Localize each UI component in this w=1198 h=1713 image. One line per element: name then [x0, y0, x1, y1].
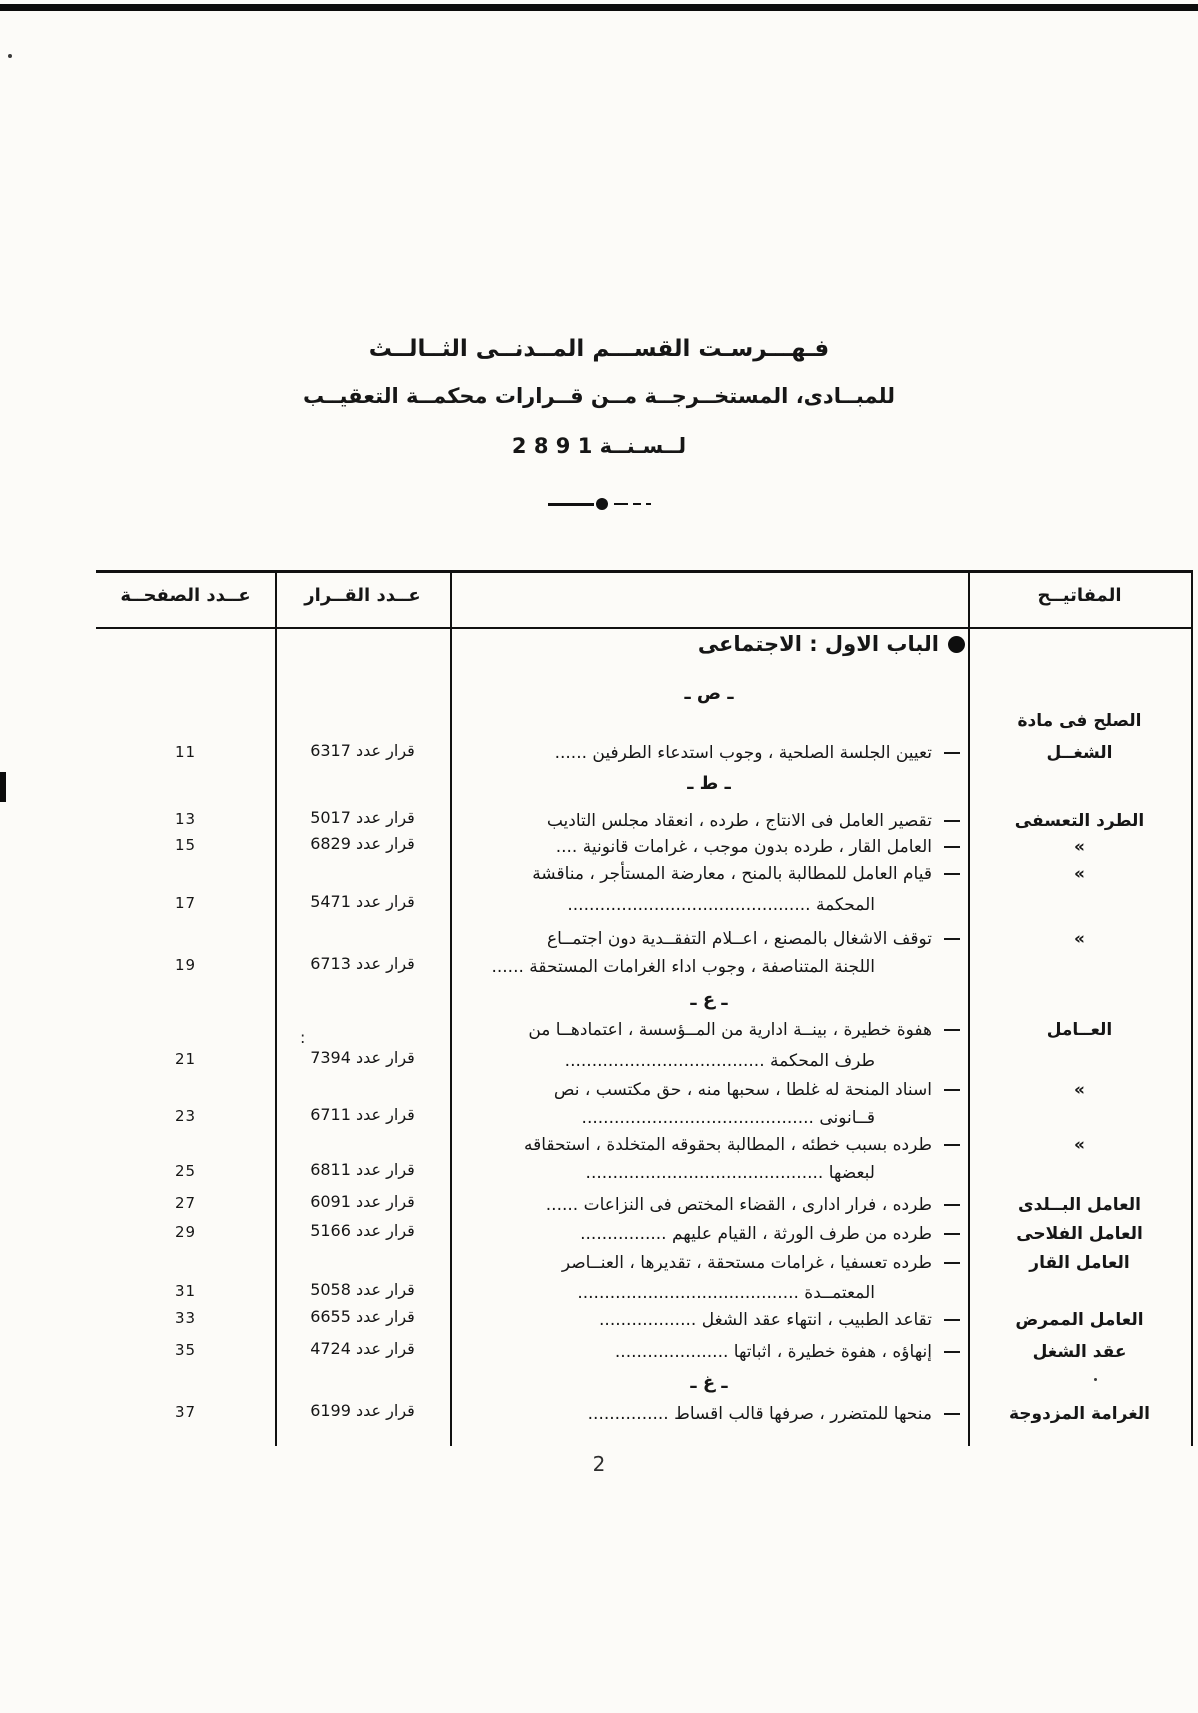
- entry-decision-number: قرار عدد 7394: [310, 1048, 415, 1067]
- entry-dash-icon: [944, 846, 960, 848]
- entry-content-line: طرده بسبب خطئه ، المطالبة بحقوقه المتخلدة ، استحقاقه: [456, 1132, 960, 1158]
- entry-key: »: [1074, 929, 1085, 949]
- letter-heading: ـ ط ـ: [687, 773, 731, 794]
- entry-decision-number: قرار عدد 5017: [310, 808, 415, 827]
- entry-key: العامل الفلاحى: [1016, 1224, 1143, 1244]
- letter-heading: ـ غ ـ: [690, 1372, 728, 1393]
- entry-decision-number: قرار عدد 6711: [310, 1105, 415, 1124]
- entry-content-line: طرده من طرف الورثة ، القيام عليهم ................: [456, 1221, 960, 1247]
- entry-content-line: العامل القار ، طرده بدون موجب ، غرامات قانونية ....: [456, 834, 960, 860]
- entry-dash-icon: [944, 820, 960, 822]
- footer-page-number: 2: [592, 1452, 606, 1476]
- entry-dash-icon: [944, 1144, 960, 1146]
- entry-key: العامل الممرض: [1015, 1310, 1144, 1330]
- column-header-decision-number: عــدد القــرار: [304, 585, 421, 606]
- entry-content-line: منحها للمتضرر ، صرفها قالب اقساط ...............: [456, 1401, 960, 1427]
- section-heading: الباب الاول : الاجتماعى: [698, 632, 965, 656]
- entry-content-line: إنهاؤه ، هفوة خطيرة ، اثباتها .....................: [456, 1339, 960, 1365]
- entry-key: العامل البــلدى: [1018, 1195, 1141, 1215]
- section-bullet-icon: [948, 636, 965, 653]
- entry-decision-number: قرار عدد 5058: [310, 1280, 415, 1299]
- entry-decision-number: قرار عدد 5166: [310, 1221, 415, 1240]
- column-header-page-number: عــدد الصفحــة: [120, 585, 251, 606]
- entry-key: الصلح فى مادة: [1017, 711, 1142, 731]
- entry-content-line: تقاعد الطبيب ، انتهاء عقد الشغل ..................: [456, 1307, 960, 1333]
- entry-dash-icon: [944, 873, 960, 875]
- entry-dash-icon: [944, 752, 960, 754]
- entry-content-line: قــانونى ...........................................: [581, 1108, 875, 1128]
- letter-heading: ـ ع ـ: [690, 989, 728, 1010]
- entry-page-number: 11: [174, 743, 197, 761]
- entry-key: عقد الشغل: [1032, 1342, 1127, 1362]
- entry-content-line: اللجنة المتناصفة ، وجوب اداء الغرامات المستحقة ......: [491, 957, 875, 977]
- entry-page-number: 31: [174, 1282, 197, 1300]
- entry-page-number: 27: [174, 1194, 197, 1212]
- entry-content-line: هفوة خطيرة ، بينــة ادارية من المــؤسسة ، اعتمادهــا من: [456, 1017, 960, 1043]
- entry-content-line: طرده تعسفيا ، غرامات مستحقة ، تقديرها ، العنــاصر: [456, 1250, 960, 1276]
- entry-content-line: تقصير العامل فى الانتاج ، طرده ، انعقاد مجلس التاديب: [456, 808, 960, 834]
- entry-page-number: 21: [174, 1050, 197, 1068]
- entry-decision-number: قرار عدد 6655: [310, 1307, 415, 1326]
- entry-dash-icon: [944, 1029, 960, 1031]
- entry-key: الشغــل: [1046, 743, 1113, 763]
- document-title-year: لــسـنــة 1 9 8 2: [511, 434, 687, 458]
- entry-dash-icon: [944, 1204, 960, 1206]
- entry-page-number: 33: [174, 1309, 197, 1327]
- entry-content-line: اسناد المنحة له غلطا ، سحبها منه ، حق مكتسب ، نص: [456, 1077, 960, 1103]
- entry-decision-number: قرار عدد 6811: [310, 1160, 415, 1179]
- toc-table: [96, 570, 1193, 1450]
- entry-dash-icon: [944, 938, 960, 940]
- title-divider-ornament: [529, 498, 669, 510]
- entry-dash-icon: [944, 1089, 960, 1091]
- entry-decision-number: قرار عدد 6199: [310, 1401, 415, 1420]
- entry-dash-icon: [944, 1413, 960, 1415]
- entry-content-line: تعيين الجلسة الصلحية ، وجوب استدعاء الطرفين ......: [456, 740, 960, 766]
- entry-page-number: 19: [174, 956, 197, 974]
- entry-key: العــامل: [1046, 1020, 1113, 1040]
- scan-stray-mark: :: [300, 1028, 306, 1047]
- entry-dash-icon: [944, 1319, 960, 1321]
- entry-page-number: 17: [174, 894, 197, 912]
- table-top-rule: [96, 570, 1193, 573]
- entry-dash-icon: [944, 1233, 960, 1235]
- entry-decision-number: قرار عدد 6829: [310, 834, 415, 853]
- document-title-line2: للمبــادى، المستخــرجــة مــن قــرارات محكمــة التعقيــب: [302, 384, 896, 408]
- entry-dash-icon: [944, 1351, 960, 1353]
- entry-decision-number: قرار عدد 6091: [310, 1192, 415, 1211]
- scan-speck: [8, 54, 12, 58]
- entry-content-line: المحكمة .............................................: [567, 895, 875, 915]
- entry-content-line: طرف المحكمة .....................................: [564, 1051, 875, 1071]
- entry-content-line: قيام العامل للمطالبة بالمنح ، معارضة المستأجر ، مناقشة: [456, 861, 960, 887]
- entry-page-number: 25: [174, 1162, 197, 1180]
- table-vertical-line: [1191, 570, 1193, 1446]
- entry-decision-number: قرار عدد 6317: [310, 741, 415, 760]
- entry-dash-icon: [944, 1262, 960, 1264]
- scan-margin-artifact: [0, 772, 6, 802]
- entry-content-line: المعتمــدة .........................................: [577, 1283, 875, 1303]
- entry-key: »: [1074, 1135, 1085, 1155]
- entry-decision-number: قرار عدد 5471: [310, 892, 415, 911]
- entry-decision-number: قرار عدد 6713: [310, 954, 415, 973]
- entry-decision-number: قرار عدد 4724: [310, 1339, 415, 1358]
- entry-page-number: 23: [174, 1107, 197, 1125]
- entry-content-line: طرده ، فرار ادارى ، القضاء المختص فى النزاعات ......: [456, 1192, 960, 1218]
- entry-page-number: 37: [174, 1403, 197, 1421]
- entry-page-number: 29: [174, 1223, 197, 1241]
- entry-key: الطرد التعسفى: [1014, 811, 1145, 831]
- entry-key: الغرامة المزدوجة: [1009, 1404, 1150, 1424]
- entry-page-number: 35: [174, 1341, 197, 1359]
- entry-content-line: لبعضها ............................................: [585, 1163, 875, 1183]
- entry-key: العامل القار: [1029, 1253, 1130, 1273]
- letter-heading: ـ ص ـ: [684, 683, 734, 704]
- entry-page-number: 13: [174, 810, 197, 828]
- scan-edge-artifact: [0, 4, 1198, 11]
- entry-content-line: توقف الاشغال بالمصنع ، اعــلام التفقــدية دون اجتمــاع: [456, 926, 960, 952]
- entry-key: »: [1074, 837, 1085, 857]
- table-header-rule: [96, 627, 1193, 629]
- column-header-keys: المفاتيــح: [1037, 585, 1122, 606]
- entry-key: »: [1074, 1080, 1085, 1100]
- document-title-line1: فـهـــرسـت القســـم المــدنــى الثــالــث: [368, 336, 830, 362]
- divider-dot-icon: [596, 498, 608, 510]
- entry-key: »: [1074, 864, 1085, 884]
- entry-page-number: 15: [174, 836, 197, 854]
